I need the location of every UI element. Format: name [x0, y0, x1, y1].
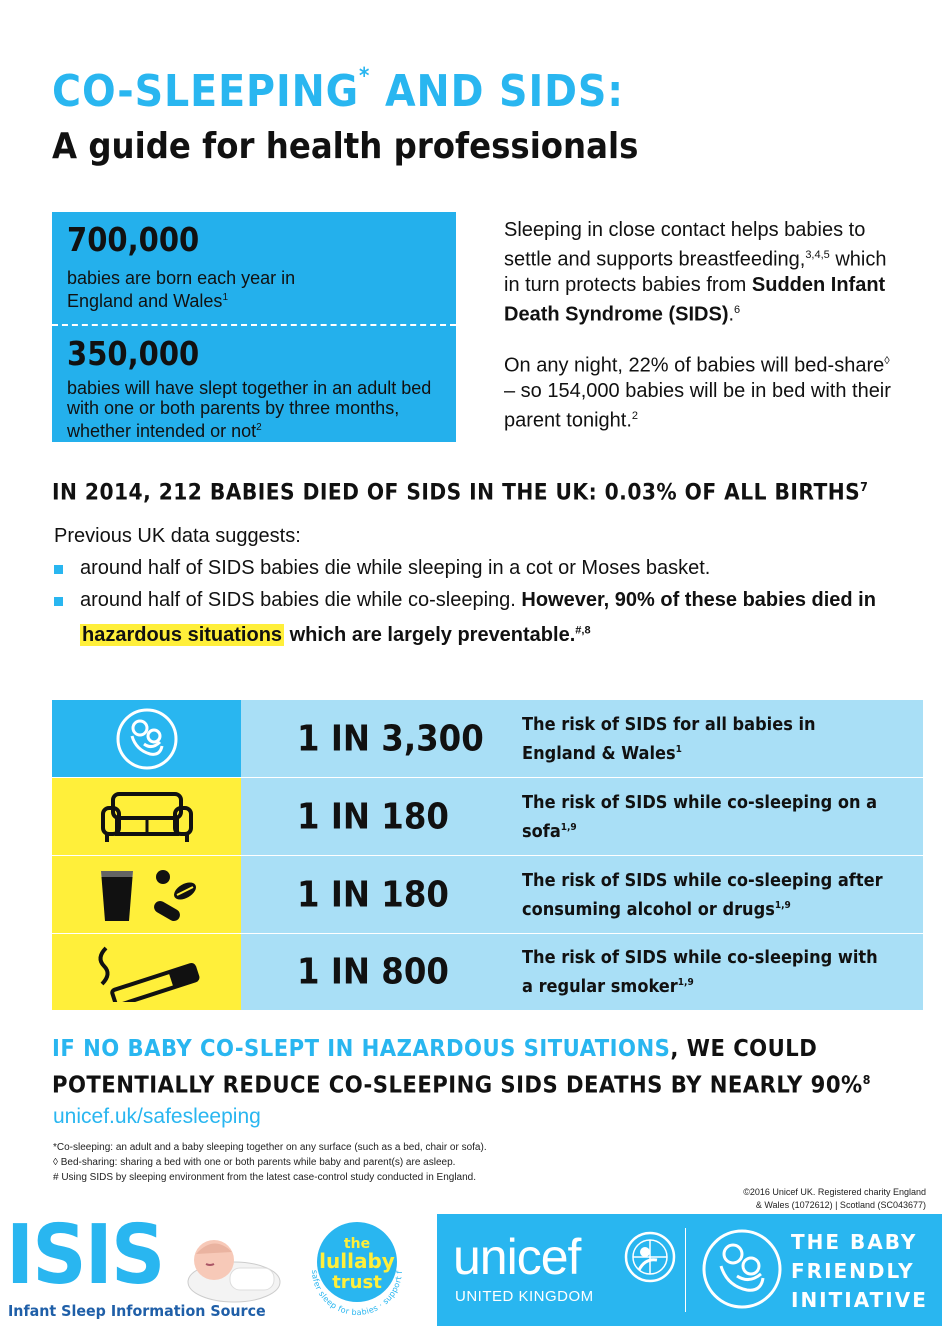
sofa-icon	[52, 778, 241, 855]
mother-baby-icon	[52, 700, 241, 777]
safesleeping-link[interactable]: unicef.uk/safesleeping	[53, 1105, 261, 1128]
call-to-action: IF NO BABY CO-SLEPT IN HAZARDOUS SITUATIONS, WE COULD POTENTIALLY REDUCE CO-SLEEPING SIDS DEATHS BY NEARLY 90%$^8$	[52, 1036, 871, 1099]
footnotes: *Co-sleeping: an adult and a baby sleeping together on any surface (such as a bed, chair or sofa). ◊ Bed-sharing: sharing a bed with one or both parents while baby and parent(s) are asleep. # Using SIDS by sleeping environment from the latest case-control study conducted in England.	[53, 1142, 487, 1183]
lullaby-the: the	[343, 1236, 371, 1252]
bfi-title: THE BABY FRIENDLY INITIATIVE	[791, 1230, 928, 1312]
lullaby-ring-text: safer sleep for babies · support f	[309, 1269, 405, 1318]
risk-body	[241, 700, 923, 777]
page-title: CO-SLEEPING* AND SIDS:	[52, 64, 625, 117]
bullet-square	[54, 597, 63, 606]
risk-ratio: 1 IN 180	[297, 796, 449, 837]
risk-ratio: 1 IN 800	[297, 951, 449, 993]
previous-data-list	[54, 553, 914, 650]
unicef-uk-label: UNITED KINGDOM	[455, 1288, 594, 1305]
risk-description: The risk of SIDS for all babies in England & Wales$^1$	[522, 713, 816, 764]
lullaby-trust-logo	[298, 1208, 416, 1326]
list-item: around half of SIDS babies die while sleeping in a cot or Moses basket.	[54, 553, 914, 583]
baby-friendly-icon	[699, 1226, 785, 1312]
risk-ratio: 1 IN 3,300	[297, 718, 484, 759]
stats-box	[52, 212, 456, 442]
isis-wordmark: ISIS	[6, 1208, 164, 1303]
stat-cosleep-text: babies will have slept together in an adult bed with one or both parents by three months, whether intended or not$^2$	[67, 378, 432, 441]
page-subtitle: A guide for health professionals	[52, 126, 639, 167]
isis-logo	[6, 1208, 286, 1326]
sids-headline: IN 2014, 212 BABIES DIED OF SIDS IN THE UK: 0.03% OF ALL BIRTHS$^7$	[52, 480, 869, 506]
unicef-emblem-icon	[623, 1230, 677, 1284]
trust-word: trust	[332, 1272, 382, 1293]
risk-table	[52, 700, 923, 1010]
list-item: around half of SIDS babies die while co-sleeping. However, 90% of these babies died in hazardous situations which are largely preventable.$^{\#,8}$	[54, 585, 914, 650]
bullet-square	[54, 565, 63, 574]
hazard-highlight: hazardous situations	[82, 623, 283, 646]
risk-description: The risk of SIDS while co-sleeping with a regular smoker$^{1,9}$	[522, 947, 878, 997]
stats-divider	[52, 324, 456, 326]
risk-row	[52, 700, 923, 777]
risk-description: The risk of SIDS while co-sleeping after consuming alcohol or drugs$^{1,9}$	[522, 869, 883, 920]
isis-subtitle: Infant Sleep Information Source	[8, 1302, 266, 1320]
risk-row	[52, 934, 923, 1010]
intro-paragraph-1: Sleeping in close contact helps babies to settle and supports breastfeeding,$^{3,4,5}$ which in turn protects babies from Sudden Infant Death Syndrome (SIDS).$^6$	[504, 219, 887, 326]
alcohol-drugs-icon	[52, 856, 241, 933]
risk-description: The risk of SIDS while co-sleeping on a sofa$^{1,9}$	[522, 791, 878, 842]
risk-row	[52, 856, 923, 933]
risk-body	[241, 778, 923, 855]
lullaby-word: lullaby	[319, 1249, 395, 1273]
unicef-wordmark: unicef	[453, 1229, 581, 1285]
intro-paragraph-2: On any night, 22% of babies will bed-share◊ – so 154,000 babies will be in bed with their parent tonight.$^2$	[504, 354, 891, 432]
risk-row	[52, 778, 923, 855]
risk-body	[241, 934, 923, 1010]
previous-data-lead: Previous UK data suggests:	[54, 525, 301, 547]
logo-divider	[685, 1228, 686, 1312]
unicef-bfi-banner	[437, 1214, 942, 1326]
cigarette-icon	[52, 934, 241, 1010]
stat-births-text: babies are born each year in England and Wales$^1$	[67, 268, 296, 311]
stat-cosleep-number: 350,000	[67, 334, 200, 373]
risk-body	[241, 856, 923, 933]
intro-text	[504, 218, 904, 434]
risk-ratio: 1 IN 180	[297, 874, 449, 915]
sleeping-baby-icon	[174, 1228, 282, 1304]
copyright: ©2016 Unicef UK. Registered charity England & Wales (1072612) | Scotland (SC043677)	[743, 1187, 926, 1210]
stat-births-number: 700,000	[67, 220, 200, 259]
